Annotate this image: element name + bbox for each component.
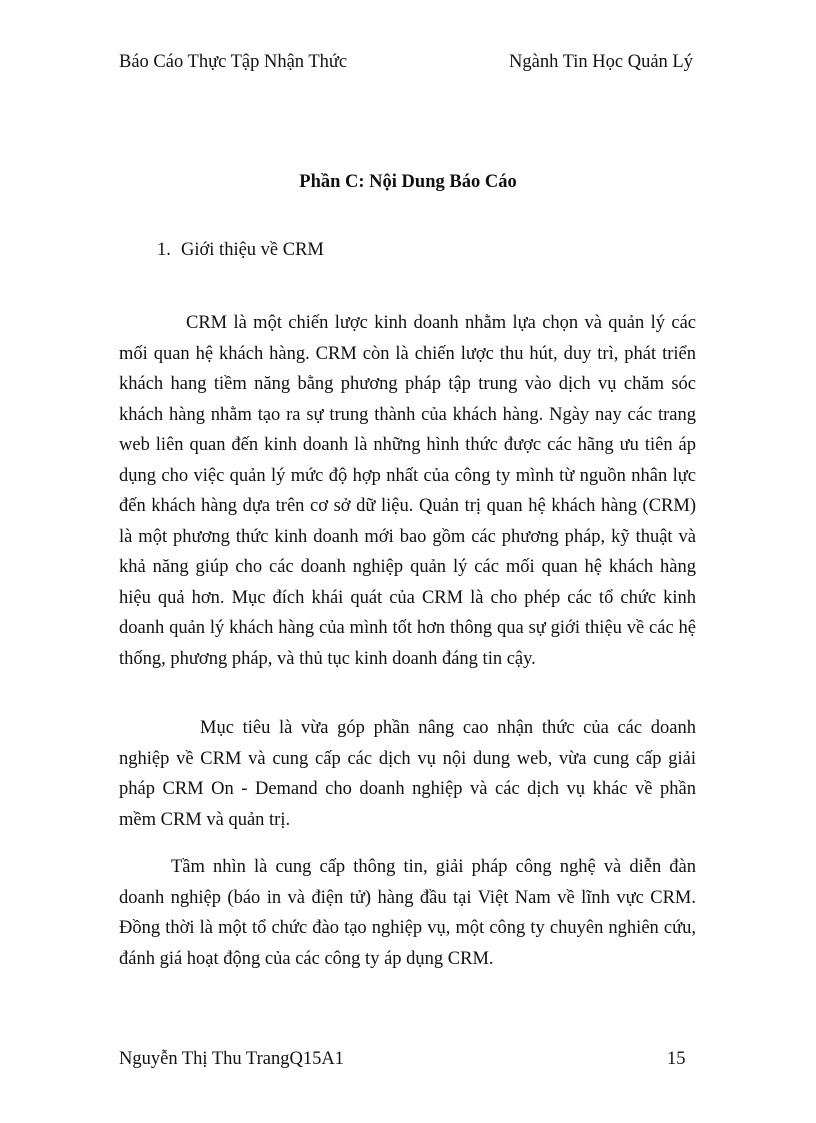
subsection-number: 1. bbox=[157, 240, 171, 260]
paragraph-objective: Mục tiêu là vừa góp phần nâng cao nhận thức của các doanh nghiệp về CRM và cung cấp các dịch vụ nội dung web, vừa cung cấp giải pháp CRM On - Demand cho doanh nghiệp và các dịch vụ khác về phần mềm CRM và quản trị. bbox=[119, 718, 696, 830]
subsection-heading bbox=[157, 240, 324, 261]
paragraph-vision: Tầm nhìn là cung cấp thông tin, giải pháp công nghệ và diễn đàn doanh nghiệp (báo in và điện tử) hàng đầu tại Việt Nam về lĩnh vực CRM. Đồng thời là một tổ chức đào tạo nghiệp vụ, một công ty chuyên nghiên cứu, đánh giá hoạt động của các công ty áp dụng CRM. bbox=[119, 857, 696, 969]
section-title: Phần C: Nội Dung Báo Cáo bbox=[299, 172, 517, 192]
running-header-right: Ngành Tin Học Quản Lý bbox=[509, 52, 693, 72]
paragraph-crm-definition: CRM là một chiến lược kinh doanh nhằm lựa chọn và quản lý các mối quan hệ khách hàng. CRM còn là chiến lược thu hút, duy trì, phát triển khách hang tiềm năng bằng phương pháp tập trung vào dịch vụ chăm sóc khách hàng nhằm tạo ra sự trung thành của khách hàng. Ngày nay các trang web liên quan đến kinh doanh là những hình thức được các hãng ưu tiên áp dụng cho việc quản lý mức độ hợp nhất của công ty mình từ nguồn nhân lực đến khách hàng dựa trên cơ sở dữ liệu. Quản trị quan hệ khách hàng (CRM) là một phương thức kinh doanh mới bao gồm các phương pháp, kỹ thuật và khả năng giúp cho các doanh nghiệp quản lý các mối quan hệ khách hàng hiệu quả hơn. Mục đích khái quát của CRM là cho phép các tổ chức kinh doanh quản lý khách hàng của mình tốt hơn thông qua sự giới thiệu về các hệ thống, phương pháp, và thủ tục kinh doanh đáng tin cậy. bbox=[119, 313, 696, 669]
running-header-left: Báo Cáo Thực Tập Nhận Thức bbox=[119, 52, 348, 72]
page-number: 15 bbox=[667, 1049, 686, 1069]
running-footer-author: Nguyễn Thị Thu TrangQ15A1 bbox=[119, 1049, 344, 1069]
subsection-heading-text: Giới thiệu về CRM bbox=[181, 240, 324, 260]
